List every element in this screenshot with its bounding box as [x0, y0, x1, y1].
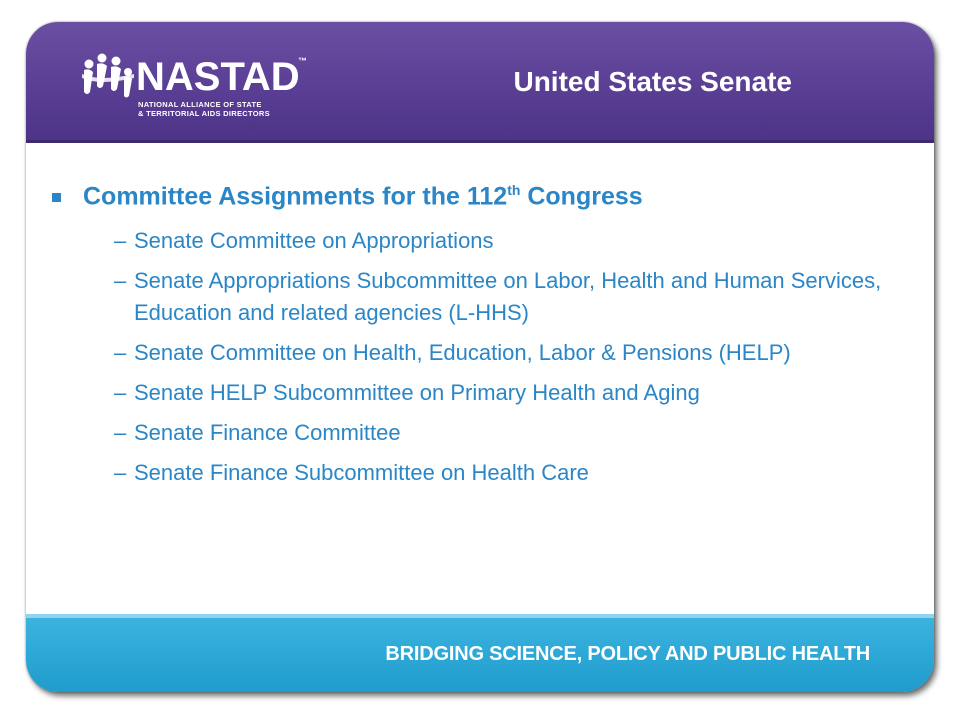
footer-tagline: BRIDGING SCIENCE, POLICY AND PUBLIC HEALTH	[385, 643, 870, 665]
list-item-text: Senate Appropriations Subcommittee on Labor, Health and Human Services, Education and related agencies (L-HHS)	[134, 268, 882, 325]
slide	[26, 22, 934, 692]
slide-title: United States Senate	[513, 66, 792, 97]
header-bar	[26, 22, 934, 140]
people-figures-icon	[80, 52, 136, 114]
logo-subtitle	[138, 100, 338, 118]
list-item-text: Senate HELP Subcommittee on Primary Health and Aging	[134, 380, 700, 405]
dash-bullet: –	[114, 228, 127, 253]
logo-subtitle-line2: & TERRITORIAL AIDS DIRECTORS	[138, 109, 270, 118]
main-bullet-superscript: th	[507, 182, 521, 198]
main-bullet-suffix: Congress	[520, 182, 643, 211]
content-area	[26, 143, 934, 613]
list-item	[114, 265, 904, 329]
list-item	[114, 377, 904, 409]
main-bullet-text	[83, 182, 643, 211]
list-item	[114, 457, 904, 489]
dash-bullet: –	[114, 340, 127, 365]
list-item-text: Senate Committee on Appropriations	[134, 228, 494, 253]
main-bullet	[52, 182, 643, 211]
list-item-text: Senate Finance Committee	[134, 420, 401, 445]
dash-bullet: –	[114, 460, 127, 485]
dash-bullet: –	[114, 420, 127, 445]
list-item	[114, 225, 904, 257]
dash-bullet: –	[114, 380, 127, 405]
logo-trademark: ™	[298, 56, 307, 66]
list-item	[114, 337, 904, 369]
list-item-text: Senate Committee on Health, Education, Labor & Pensions (HELP)	[134, 340, 791, 365]
dash-bullet: –	[114, 268, 127, 293]
list-item-text: Senate Finance Subcommittee on Health Care	[134, 460, 589, 485]
logo-wordmark: NASTAD	[136, 55, 300, 99]
footer-bar	[26, 618, 934, 692]
logo-subtitle-line1: NATIONAL ALLIANCE OF STATE	[138, 100, 262, 109]
square-bullet-icon	[52, 193, 61, 202]
nastad-logo	[80, 52, 340, 122]
main-bullet-prefix: Committee Assignments for the 112	[83, 182, 508, 211]
sub-bullet-list	[114, 225, 904, 497]
list-item	[114, 417, 904, 449]
